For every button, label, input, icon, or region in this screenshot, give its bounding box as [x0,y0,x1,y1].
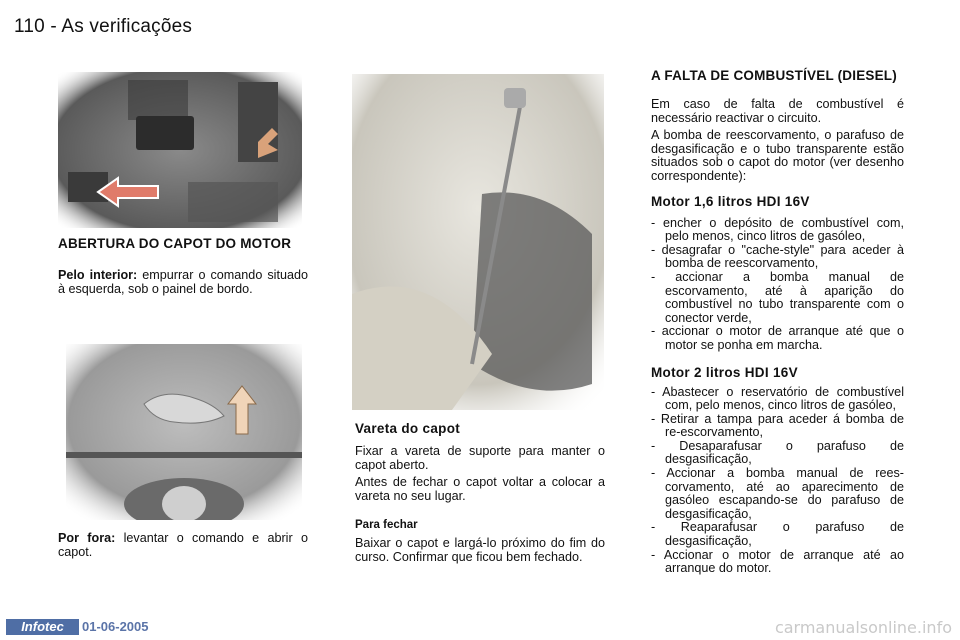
list-item: - Reaparafusar o parafuso de desgasificação, [651,520,904,549]
interior-instruction: Pelo interior: empurrar o comando situado à esquerda, sob o painel de bordo. [58,268,308,296]
hood-opening-heading: ABERTURA DO CAPOT DO MOTOR [58,236,292,251]
prop-rod-heading: Vareta do capot [355,421,461,436]
list-item: - accionar o motor de arranque até que o motor se ponha em marcha. [651,324,904,352]
engine-20-heading: Motor 2 litros HDI 16V [651,364,798,380]
watermark: carmanualsonline.info [774,618,952,637]
list-item: - encher o depósito de combustível com, pelo menos, cinco litros de gasóleo, [651,215,904,244]
exterior-label: Por fora: [58,531,116,545]
hood-prop-rod-illustration [352,74,604,410]
list-item: - Retirar a tampa para aceder á bomba de re-escorvamento, [651,411,904,440]
engine-16-heading: Motor 1,6 litros HDI 16V [651,193,810,209]
closing-subheading: Para fechar [355,519,418,532]
infotec-logo: Infotec [6,619,79,635]
interior-label: Pelo interior: [58,268,138,282]
engine-16-steps [651,217,904,353]
fuel-paragraph-1: Em caso de falta de combustível é necessário reactivar o circuito. [651,97,904,125]
list-item: - Abastecer o reservatório de combustível com, pelo menos, cinco litros de gasóleo, [651,384,904,413]
prop-rod-paragraph-1: Fixar a vareta de suporte para manter o capot aberto. [355,444,605,472]
list-item: - accionar a bomba manual de escorvamento, até à aparição do combustível no tubo transparente com o conector verde, [651,269,904,325]
prop-rod-paragraph-2: Antes de fechar o capot voltar a colocar a vareta no seu lugar. [355,475,605,503]
list-item: - Desaparafusar o parafuso de desgasificação, [651,438,904,467]
footer-date: 01-06-2005 [82,619,149,634]
exterior-instruction: Por fora: levantar o comando e abrir o capot. [58,531,308,559]
interior-lever-illustration [58,72,302,228]
list-item: - Accionar o motor de arranque até ao arranque do motor. [651,547,904,576]
closing-paragraph: Baixar o capot e largá-lo próximo do fim do curso. Confirmar que ficou bem fechado. [355,536,605,564]
list-item: - Accionar a bomba manual de rees-corvamento, até ao aparecimento de gasóleo escapando-se do parafuso de desgasificação, [651,466,904,521]
page-title: 110 - As verificações [14,16,193,37]
exterior-lever-illustration [66,344,302,520]
fuel-paragraph-2: A bomba de reescorvamento, o parafuso de desgasificação e o tubo transparente estão situados sob o capot do motor (ver desenho correspondente): [651,128,904,183]
list-item: - desagrafar o "cache-style" para aceder à bomba de reescorvamento, [651,242,904,271]
engine-20-steps [651,386,904,576]
fuel-shortage-heading: A FALTA DE COMBUSTÍVEL (DIESEL) [651,68,897,83]
